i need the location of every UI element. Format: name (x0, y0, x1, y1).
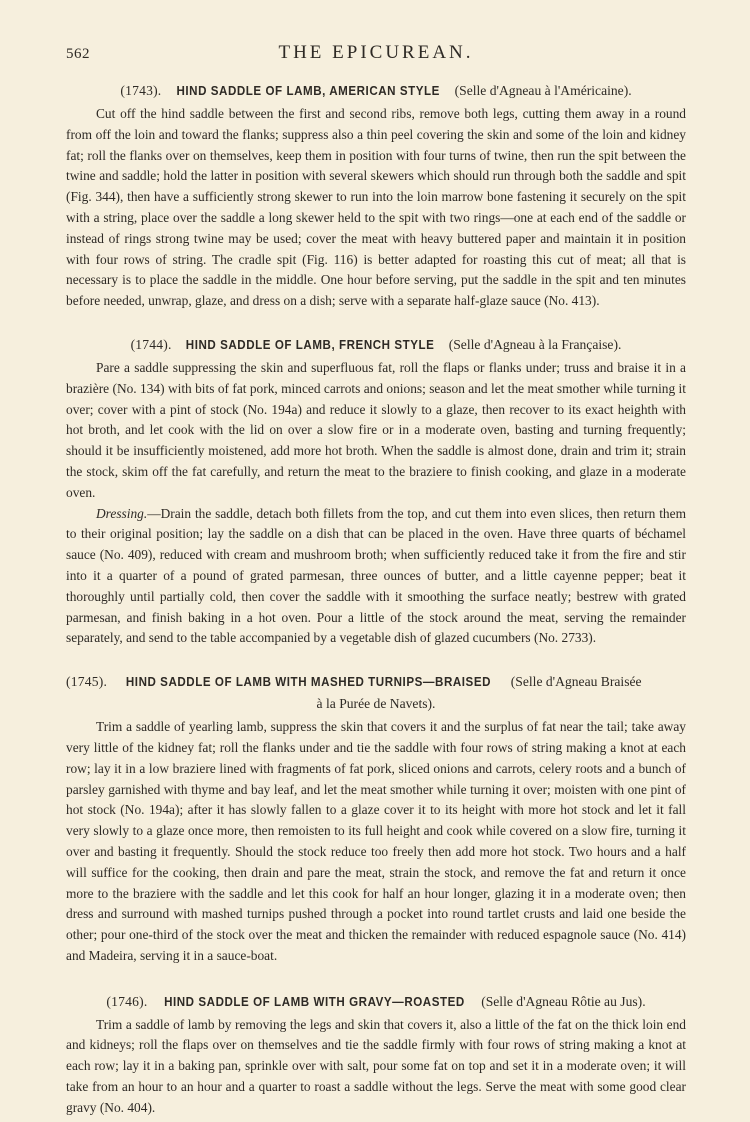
recipe-french-title: (Selle d'Agneau Braisée (510, 674, 642, 690)
running-title: THE EPICUREAN. (278, 42, 474, 63)
recipe-1743 (66, 80, 686, 312)
dressing-text: —Drain the saddle, detach both fillets from the top, and cut them into even slices, then return them to their original position; lay the saddle on a dish that can be placed in the oven. Have three quarts of béchamel sauce (No. 409), reduced with cream and mushroom broth; when sufficiently reduced take it from the fire and stir into it a quarter of a pound of grated parmesan, three ounces of butter, and a little cayenne pepper; beat it thoroughly until partially cold, then cover the saddle with it smoothing the surface neatly; bestrew with grated parmesan, and finish baking in a hot oven. Pour a little of the stock around the meat, serving the remainder separately, and send to the table accompanied by a vegetable dish of glazed cucumbers (No. 2733). (66, 505, 686, 646)
recipe-number: (1746). (106, 993, 148, 1009)
recipe-paragraph: Cut off the hind saddle between the first and second ribs, remove both legs, cutting them away in a round from off the loin and toward the flanks; suppress also a thin peel covering the skin and some of the loin and kidney fat; roll the flanks over on themselves, keep them in position with four turns of twine, then run the spit between the twine and saddle; hold the latter in position with several skewers which should run through both the saddle and spit (Fig. 344), then have a sufficiently strong skewer to run into the loin marrow bone fastening it securely on the spit with a string, place over the saddle a long skewer held to the spit with two rings—one at each end of the saddle or instead of rings strong twine may be used; cover the meat with heavy buttered paper and maintain it in position with four rows of string. The cradle spit (Fig. 116) is better adapted for roasting this cut of meat; all that is necessary is to place the saddle in the middle. One hour before serving, put the saddle in the spit and ten minutes before needed, unwrap, glaze, and dress on a dish; serve with a separate half-glaze sauce (No. 413). (66, 106, 686, 309)
recipe-paragraph: Pare a saddle suppressing the skin and superfluous fat, roll the flaps or flanks under; truss and braise it in a brazière (No. 134) with bits of fat pork, minced carrots and onions; season and let the meat smother while turning it over; cover with a pint of stock (No. 194a) and reduce it slowly to a glaze, then recover to its exact heighth with hot broth, and let cook with the lid on over a slow fire or in a moderate oven, basting and turning frequently; should it be insufficiently moistened, add more hot broth. When the saddle is almost done, drain and trim it; strain the stock, skim off the fat carefully, and return the meat to the braziere to finish cooking, and glaze in a moderate oven. (66, 359, 686, 500)
recipe-paragraph: Trim a saddle of lamb by removing the legs and skin that covers it, also a little of the fat on the thick loin end and kidneys; roll the flaps over on themselves and tie the saddle firmly with four rows of string making a knot at each row; lay it in a baking pan, sprinkle over with salt, pour some fat on top and set it in a moderate oven; it will take from an hour to an hour and a quarter to roast a saddle without the legs. Serve the meat with some good clear gravy (No. 404). (66, 1016, 686, 1115)
recipe-heading (66, 80, 686, 102)
recipe-title: HIND SADDLE OF LAMB WITH GRAVY—ROASTED (163, 994, 465, 1009)
recipe-number: (1744). (130, 336, 172, 352)
recipe-1745 (66, 671, 686, 967)
recipe-title: HIND SADDLE OF LAMB WITH MASHED TURNIPS—BRAISED (126, 675, 492, 690)
recipe-french-title-continued: à la Purée de Navets). (316, 696, 436, 712)
recipe-title: HIND SADDLE OF LAMB, FRENCH STYLE (185, 337, 435, 352)
recipe-1744 (66, 334, 686, 649)
recipe-french-title: (Selle d'Agneau Rôtie au Jus). (481, 993, 646, 1009)
recipe-paragraph: Trim a saddle of yearling lamb, suppress the skin that covers it and the surplus of fat near the tail; take away very little of the kidney fat; roll the flanks under and tie the saddle with four rows of string making a knot at each row; lay it in a low braziere lined with fragments of fat pork, sliced onions and carrots, celery roots and a bunch of parsley garnished with thyme and bay leaf, and let the meat smother while turning it over; moisten with one pint of hot stock (No. 194a); after it has slowly fallen to a glaze cover it to its height with more hot stock and let it fall very slowly to a glaze once more, then remoisten to its full height and cook while covered on a slow fire, turning it over and basting it frequently. Should the stock reduce too freely then add more hot stock. Two hours and a half will suffice for the cooking, then drain and pare the meat, strain the stock, and remove the fat and return it once more to the braziere with the saddle and let this cook for half an hour longer, glazing it in a moderate oven; then dress and surround with mashed turnips pushed through a pocket into round tartlet crusts and laid one beside the other; pour one-third of the stock over the meat and thicken the remainder with reduced espagnole sauce (No. 414) and Madeira, serving it in a sauce-boat. (66, 719, 686, 963)
recipe-heading (66, 671, 686, 715)
recipe-heading (66, 334, 686, 356)
dressing-paragraph (66, 504, 686, 650)
recipe-french-title: (Selle d'Agneau à la Française). (448, 336, 622, 352)
recipe-title: HIND SADDLE OF LAMB, AMERICAN STYLE (176, 84, 440, 98)
page-number: 562 (66, 46, 90, 62)
recipe-1746 (66, 991, 686, 1119)
dressing-label: Dressing. (96, 505, 148, 521)
recipe-number: (1745). (66, 674, 108, 690)
recipe-number: (1743). (120, 83, 162, 98)
recipe-heading (66, 991, 686, 1013)
recipe-french-title: (Selle d'Agneau à l'Américaine). (454, 83, 632, 98)
running-head (66, 38, 686, 68)
